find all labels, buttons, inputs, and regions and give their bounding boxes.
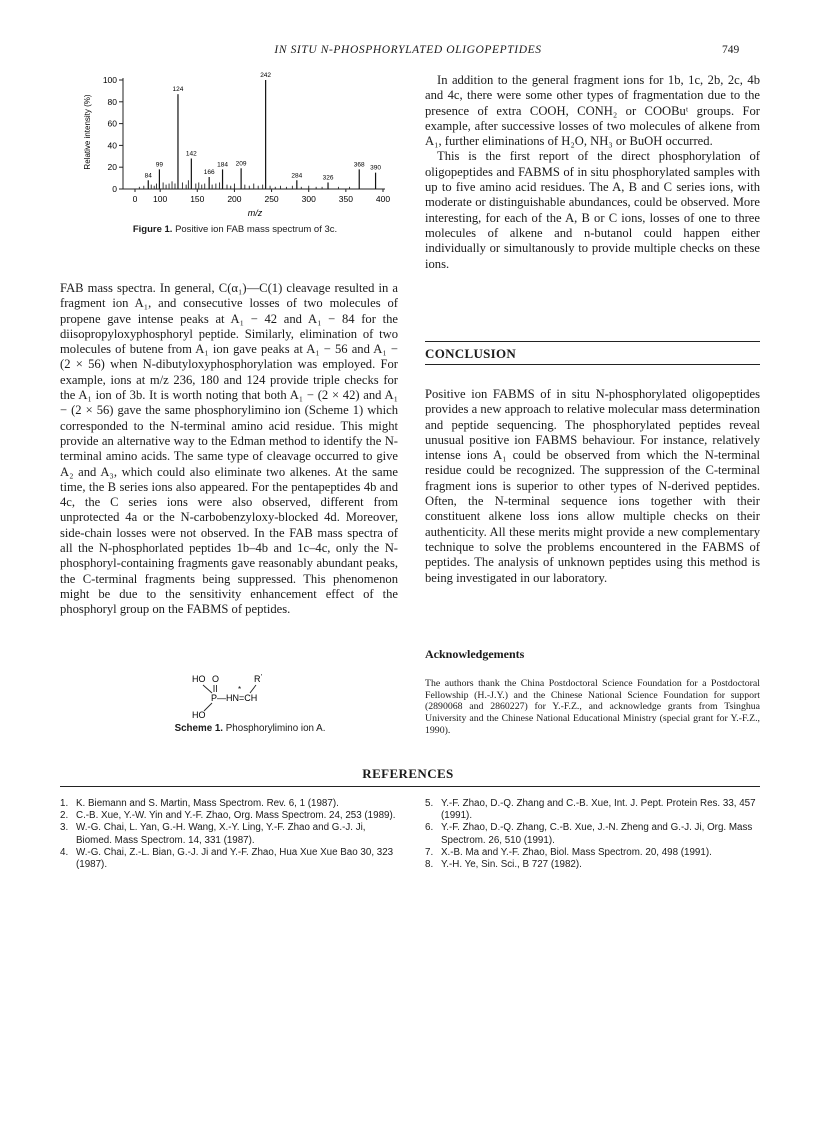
y-tick-label: 20 <box>107 162 117 173</box>
peak-label-99: 99 <box>155 161 164 169</box>
right-paragraph-1: In addition to the general fragment ions for 1b, 1c, 2b, 2c, 4b and 4c, there were some other types of fragmentation due to the presence of extra COOH, CONH₂ or COOBuᵗ groups. For example, after successive losses of two molecules of alkene from A₁, further eliminations of H₂O, NH₃ or BuOH occurred. <box>425 73 760 149</box>
scheme-caption <box>100 723 400 734</box>
chart-axes <box>123 78 385 189</box>
peak-label-284: 284 <box>291 172 303 180</box>
chart-ticks <box>103 75 391 204</box>
peak-label-326: 326 <box>322 174 334 182</box>
reference-item: 1. K. Biemann and S. Martin, Mass Spectrom. Rev. 6, 1 (1987). <box>60 798 339 809</box>
peak-label-84: 84 <box>144 172 152 180</box>
figure-caption <box>85 224 385 235</box>
conclusion-paragraph: Positive ion FABMS of in situ N-phosphorylated oligopeptides provides a new approach to relative molecular mass determination and peptide sequencing. The phosphorylated peptides reveal unusual positive ion FABMS behaviour. For instance, relatively intense ions A₁ could be observed from which the N-terminal residue could be recognized. The suppression of the C-terminal fragment ions is superior to other types of N-derived peptides. Often, the N-terminal sequence ions together with their constituent alkene loss ions allow multiple checks on their authenticity. All these merits might provide a new complementary technique to solve the problems encountered in the FABMS of peptides. The analysis of unknown peptides using this method is being investigated in our laboratory. <box>425 387 760 585</box>
peak-label-166: 166 <box>203 169 215 177</box>
scheme-r: R <box>254 674 261 684</box>
y-tick-label: 40 <box>107 140 117 151</box>
references-title: REFERENCES <box>362 766 454 781</box>
reference-item: 3. W.-G. Chai, L. Yan, G.-H. Wang, X.-Y. Ling, Y.-F. Zhao and G.-J. Ji, Biomed. Mass Spectrom. 14, 331 (1987). <box>60 822 366 846</box>
x-axis-label: m/z <box>247 208 263 218</box>
scheme-caption-label: Scheme 1. <box>174 723 224 734</box>
scheme-star: * <box>238 685 242 694</box>
figure-caption-text: Positive ion FAB mass spectrum of 3c. <box>175 224 338 235</box>
y-tick-label: 100 <box>102 75 117 85</box>
reference-item: 6. Y.-F. Zhao, D.-Q. Zhang, C.-B. Xue, J.-N. Zheng and G.-J. Ji, Org. Mass Spectrom. 26, 510 (1991). <box>425 822 753 846</box>
acknowledgements-text: The authors thank the China Postdoctoral Science Foundation for a Postdoctoral Fellowship (H.-J.Y.) and the Chinese National Science Foundation for support (2890068 and 2860227) for Y.-F.Z., and acknowledge grants from Tsinghua University and the Chinese National Educational Ministry (special grant for Y.-F.Z., 1990). <box>425 678 760 736</box>
left-paragraph: FAB mass spectra. In general, C(α₁)—C(1) cleavage resulted in a fragment ion A₁, and consecutive losses of two molecules of propene gave intense peaks at A₁ − 42 and A₁ − 84 for the diisopropyloxyphosphoryl peptide. Similarly, elimination of two molecules of butene from A₁ ion gave peaks at A₁ − 56 and A₁ − (2 × 56) when N-dibutyloxyphosphorylation was employed. For example, ions at m/z 236, 180 and 124 provide triple checks for the A₁ ion of 3b. It is worth noting that both A₁ − (2 × 42) and A₁ − (2 × 56) gave the same phosphorylimino ion (Scheme 1) which corresponded to the N-terminal amino acid residue. This might provide an alternative way to the Edman method to identify the N-terminal amino acids. The same type of cleavage occurred to give A₂ and A₃, which could also eliminate two alkenes. At the same time, the B series ions also appeared. For the pentapeptides 4b and 4c, the C series ions were also observed, different from unprotected 4a or the N-carbobenzyloxy-blocked 4d. Moreover, side-chain losses were not observed. In the FAB mass spectra of all the N-phosphorlated peptides 1b–4b and 1c–4c, only the N-phosphoryl-containing fragments gave reasonably abundant peaks, the C-terminal fragments being suppressed. This phenomenon might be due to the sensitivity enhancement effect of the phosphoryl group on the FABMS of peptides. <box>60 281 398 617</box>
reference-item: 7. X.-B. Ma and Y.-F. Zhao, Biol. Mass Spectrom. 20, 498 (1991). <box>425 846 712 858</box>
conclusion-rule <box>425 341 760 342</box>
references-rule <box>60 786 760 787</box>
y-tick-label: 60 <box>107 118 117 129</box>
reference-item: 8. Y.-H. Ye, Sin. Sci., B 727 (1982). <box>425 859 582 871</box>
mass-spectrum-chart <box>78 70 398 220</box>
figure-1 <box>78 70 398 240</box>
scheme-ho-top: HO <box>192 674 206 684</box>
scheme-caption-text: Phosphorylimino ion A. <box>225 723 326 734</box>
peak-label-124: 124 <box>172 86 184 94</box>
running-head: IN SITU N-PHOSPHORYLATED OLIGOPEPTIDES <box>274 44 542 56</box>
conclusion-rule-bottom <box>425 364 760 365</box>
phosphorylimino-structure <box>190 672 310 722</box>
reference-item: 5. Y.-F. Zhao, D.-Q. Zhang and C.-B. Xue, Int. J. Pept. Protein Res. 33, 457 (1991). <box>425 798 756 822</box>
y-tick-label: 80 <box>107 96 117 107</box>
y-axis-label: Relative intensity (%) <box>83 94 92 170</box>
scheme-p-chain: P—HN=CH <box>211 693 258 703</box>
right-column-text <box>425 73 760 272</box>
y-tick-label: 0 <box>112 184 117 194</box>
scheme-ho-bottom: HO <box>192 710 206 720</box>
x-tick-label: 100 <box>153 194 168 204</box>
scheme-1-structure <box>190 672 310 722</box>
acknowledgements-title: Acknowledgements <box>425 647 525 661</box>
peak-label-368: 368 <box>353 161 365 169</box>
right-paragraph-2: This is the first report of the direct phosphorylation of oligopeptides and FABMS of in situ phosphorylated samples with up to five amino acid residues. The A, B and C series ions, with moderate or distinguishable abundances, could be observed. More interesting, for each of the A, B or C ions, losses of one to three molecules of alkene and n-butanol could happen either individually or simultanously to provide multiple checks on these ions. <box>425 149 760 271</box>
figure-caption-label: Figure 1. <box>132 224 173 235</box>
x-tick-label: 400 <box>375 194 391 204</box>
references-right-column <box>425 798 760 871</box>
conclusion-title: CONCLUSION <box>425 346 517 361</box>
scheme-r-prime: ' <box>261 674 263 681</box>
chart-minor-peaks <box>139 180 349 189</box>
references-left-column <box>60 798 398 871</box>
x-tick-label: 0 <box>132 194 138 204</box>
x-tick-label: 150 <box>190 194 205 204</box>
peak-label-209: 209 <box>235 160 247 168</box>
page-number: 749 <box>722 44 740 56</box>
x-tick-label: 350 <box>338 194 353 204</box>
scheme-o: O <box>212 674 220 684</box>
x-tick-label: 200 <box>227 194 242 204</box>
peak-label-184: 184 <box>217 161 228 169</box>
peak-label-242: 242 <box>260 72 272 79</box>
peak-label-390: 390 <box>370 164 382 172</box>
peak-label-142: 142 <box>185 150 197 158</box>
x-tick-label: 250 <box>264 194 279 204</box>
reference-item: 4. W.-G. Chai, Z.-L. Bian, G.-J. Ji and Y.-F. Zhao, Hua Xue Xue Bao 30, 323 (1987). <box>60 846 394 871</box>
reference-item: 2. C.-B. Xue, Y.-W. Yin and Y.-F. Zhao, Org. Mass Spectrom. 24, 253 (1989). <box>60 810 396 822</box>
x-tick-label: 300 <box>301 194 316 204</box>
chart-peaks <box>145 72 382 189</box>
